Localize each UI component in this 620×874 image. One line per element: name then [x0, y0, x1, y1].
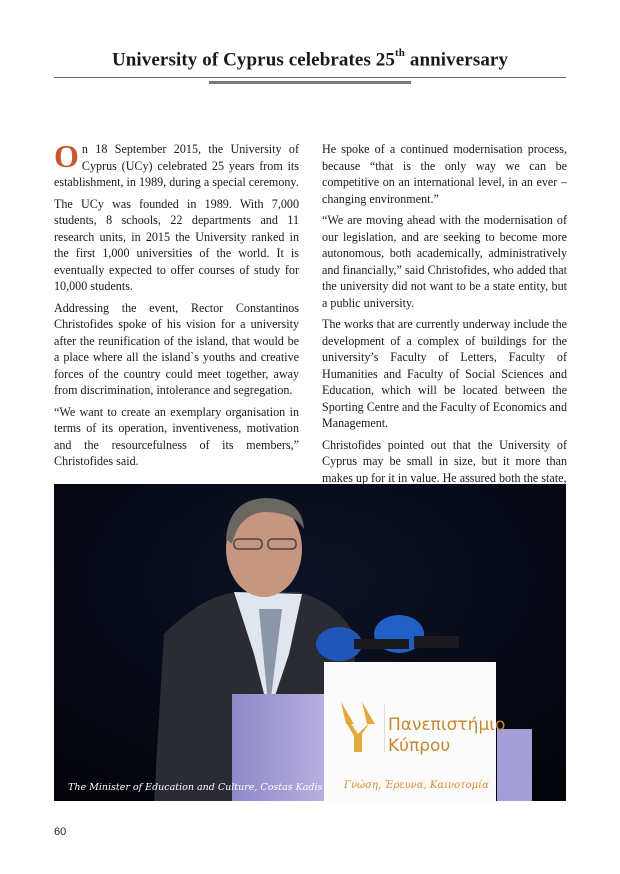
sign-motto: Γνώση, Έρευνα, Καινοτομία: [344, 780, 489, 791]
right-column: [322, 141, 567, 491]
microphone-stand: [354, 639, 409, 649]
drop-cap: O: [54, 138, 79, 174]
page-number: 60: [54, 826, 67, 838]
paragraph: He spoke of a continued modernisation process, because “that is the only way we can be competitive on an international level, in an ever – changing environment.”: [322, 142, 567, 206]
sign-line-2: Κύπρου: [388, 736, 451, 756]
paragraph: Christofides pointed out that the University of Cyprus may be small in size, but it more than makes up for it in value. He assured both the state,: [322, 437, 567, 485]
title-text: University of Cyprus celebrates 25: [111, 49, 396, 71]
paragraph: The UCy was founded in 1989. With 7,000 students, 8 schools, 22 departments and 11 research units, in 2015 the University ranked in the first 1,000 universities of the world. It is eventually expected to offer courses of study for 10,000 students.: [54, 196, 299, 293]
paragraph: “We want to create an exemplary organisation in terms of its operation, inventiveness, motivation and the resourcefulness of its members,” Christofides said.: [54, 404, 299, 468]
article-photo: [54, 484, 566, 801]
paragraph-text: n 18 September 2015, the University of Cyprus (UCy) celebrated 25 years from its establishment, in 1989, during a special ceremony.: [54, 142, 299, 189]
paragraph: Addressing the event, Rector Constantinos Christofides spoke of his vision for a university after the reunification of the island, that would be a place where all the island`s youths and creative forces of the country could meet together, away from discrimination, intolerance and segregation.: [54, 300, 299, 397]
article-title: [54, 49, 566, 71]
title-underline: [54, 77, 566, 78]
sign-line-1: Πανεπιστήμιο: [388, 715, 506, 735]
logo-divider: [384, 704, 385, 752]
title-accent-bar: [209, 81, 411, 84]
paragraph: “We are moving ahead with the modernisation of our legislation, and are seeking to become more autonomous, both academically, administratively and financially,” said Christofides, who added that the university did not want to be a state entity, but a public university.: [322, 213, 567, 310]
paragraph: [54, 138, 299, 191]
paragraph: The works that are currently underway include the development of a complex of buildings for the university’s Faculty of Letters, Faculty of Humanities and Faculty of Social Sciences and Education, which will be located between the Sporting Centre and the Faculty of Economics and Management.: [322, 317, 567, 430]
photo-caption: The Minister of Education and Culture, Costas Kadis: [68, 782, 323, 793]
sign-university-name: [388, 715, 505, 757]
left-column: [54, 138, 299, 475]
title-superscript: th: [395, 47, 405, 59]
microphone-stand-2: [414, 636, 459, 648]
title-text-end: anniversary: [405, 49, 509, 71]
